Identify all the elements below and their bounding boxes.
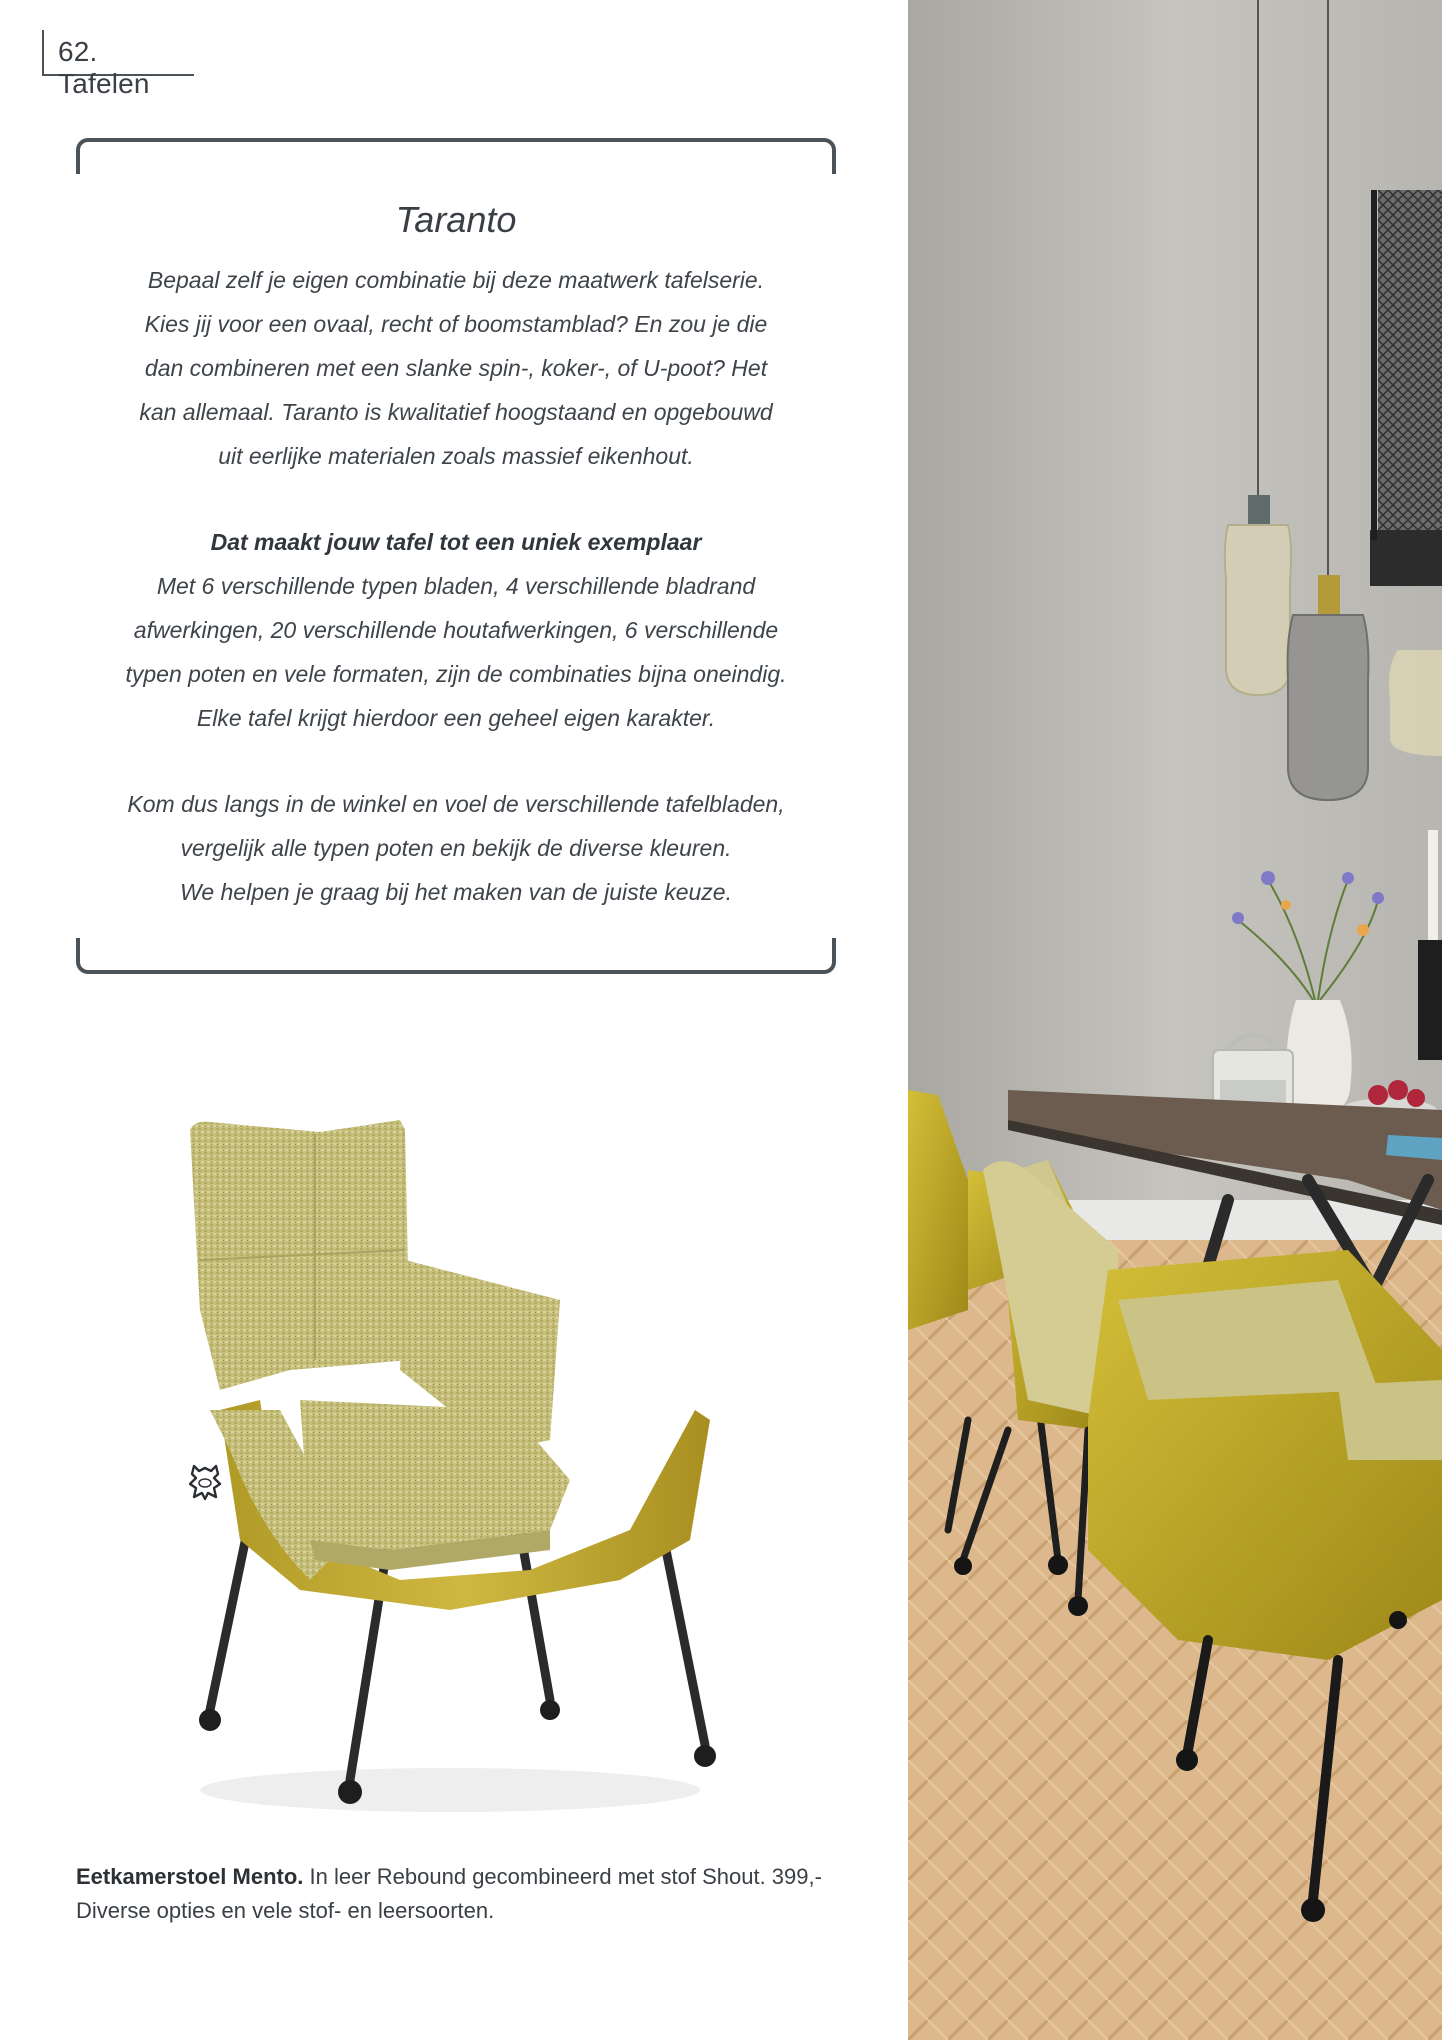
product-caption xyxy=(76,1860,856,1928)
text-line: We helpen je graag bij het maken van de juiste keuze. xyxy=(180,879,732,905)
text-line: Kom dus langs in de winkel en voel de verschillende tafelbladen, xyxy=(127,791,785,817)
interior-photo xyxy=(908,0,1442,2040)
product-options: Diverse opties en vele stof- en leersoorten. xyxy=(76,1898,495,1923)
intro-paragraph-1 xyxy=(90,258,822,478)
bracket-top-rule xyxy=(76,138,836,174)
text-line: Kies jij voor een ovaal, recht of boomstamblad? En zou je die xyxy=(144,311,768,337)
page-number-title: 62. Tafelen xyxy=(58,36,150,99)
text-line: afwerkingen, 20 verschillende houtafwerkingen, 6 verschillende xyxy=(133,617,779,643)
bracket-bottom-rule xyxy=(76,938,836,974)
intro-paragraph-3 xyxy=(90,782,822,914)
text-line: Bepaal zelf je eigen combinatie bij deze maatwerk tafelserie. xyxy=(147,267,765,293)
subheading: Dat maakt jouw tafel tot een uniek exemplaar xyxy=(210,529,702,555)
text-line: kan allemaal. Taranto is kwalitatief hoogstaand en opgebouwd xyxy=(139,399,773,425)
leather-hide-icon xyxy=(186,1462,224,1502)
product-name: Eetkamerstoel Mento. xyxy=(76,1864,304,1889)
product-chair-image xyxy=(150,1110,750,1830)
intro-block xyxy=(90,196,822,914)
text-line: Elke tafel krijgt hierdoor een geheel eigen karakter. xyxy=(196,705,716,731)
text-line: vergelijk alle typen poten en bekijk de diverse kleuren. xyxy=(180,835,732,861)
text-line: Met 6 verschillende typen bladen, 4 verschillende bladrand xyxy=(156,573,756,599)
intro-paragraph-2 xyxy=(90,564,822,740)
section-title: Taranto xyxy=(395,199,517,240)
text-line: dan combineren met een slanke spin-, koker-, of U-poot? Het xyxy=(144,355,768,381)
product-description: In leer Rebound gecombineerd met stof Shout. 399,- xyxy=(303,1864,822,1889)
page-header xyxy=(42,30,194,99)
chair-illustration xyxy=(150,1110,750,1830)
dining-room-scene xyxy=(908,0,1442,2040)
text-line: typen poten en vele formaten, zijn de combinaties bijna oneindig. xyxy=(125,661,787,687)
text-line: uit eerlijke materialen zoals massief eikenhout. xyxy=(218,443,694,469)
